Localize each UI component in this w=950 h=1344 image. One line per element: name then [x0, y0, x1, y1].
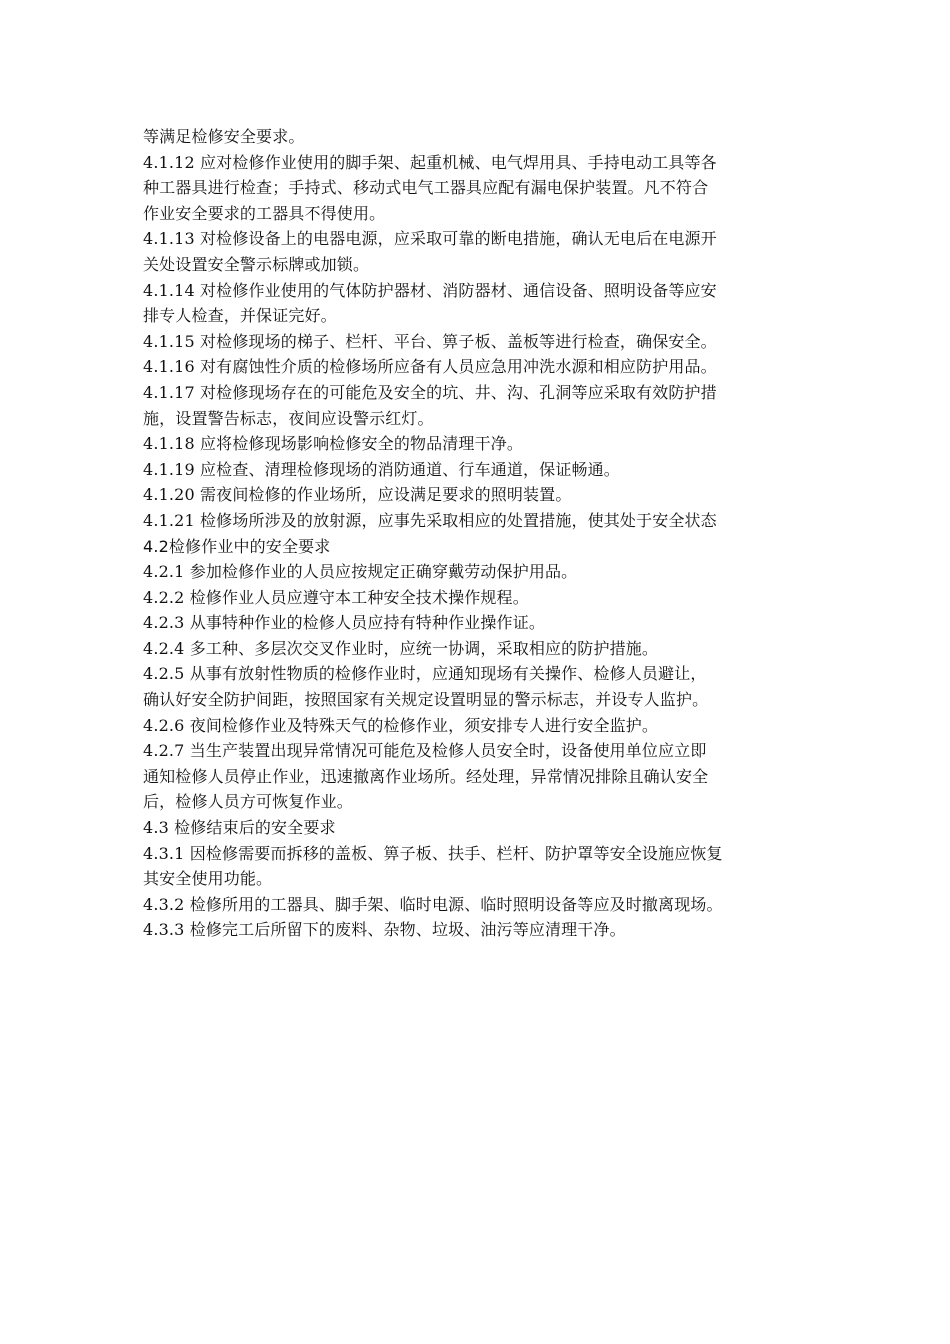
clause-4-2-4: 4.2.4 多工种、多层次交叉作业时，应统一协调，采取相应的防护措施。 — [143, 638, 659, 658]
text-line: 后，检修人员方可恢复作业。 — [143, 792, 353, 812]
clause-4-2-6: 4.2.6 夜间检修作业及特殊天气的检修作业，须安排专人进行安全监护。 — [143, 715, 659, 735]
text-line: 确认好安全防护间距，按照国家有关规定设置明显的警示标志，并设专人监护。 — [143, 690, 709, 710]
section-heading-4-2: 4.2检修作业中的安全要求 — [143, 536, 331, 556]
text-line: 通知检修人员停止作业，迅速撤离作业场所。经处理，异常情况排除且确认安全 — [143, 766, 709, 786]
clause-4-1-14: 4.1.14 对检修作业使用的气体防护器材、消防器材、通信设备、照明设备等应安 — [143, 280, 717, 300]
text-line: 等满足检修安全要求。 — [143, 127, 305, 146]
clause-4-1-17: 4.1.17 对检修现场存在的可能危及安全的坑、井、沟、孔洞等应采取有效防护措 — [143, 382, 717, 402]
document-body — [143, 124, 813, 943]
clause-4-1-13: 4.1.13 对检修设备上的电器电源，应采取可靠的断电措施，确认无电后在电源开 — [143, 229, 717, 249]
text-line: 其安全使用功能。 — [143, 869, 273, 889]
clause-4-2-7: 4.2.7 当生产装置出现异常情况可能危及检修人员安全时，设备使用单位应立即 — [143, 741, 707, 761]
clause-4-3-2: 4.3.2 检修所用的工器具、脚手架、临时电源、临时照明设备等应及时撤离现场。 — [143, 894, 723, 914]
text-line: 关处设置安全警示标牌或加锁。 — [143, 254, 370, 274]
text-line: 排专人检查，并保证完好。 — [143, 306, 337, 326]
clause-4-1-20: 4.1.20 需夜间检修的作业场所，应设满足要求的照明装置。 — [143, 485, 572, 505]
text-line: 施，设置警告标志，夜间应设警示红灯。 — [143, 408, 434, 428]
clause-4-1-18: 4.1.18 应将检修现场影响检修安全的物品清理干净。 — [143, 434, 524, 454]
clause-4-1-15: 4.1.15 对检修现场的梯子、栏杆、平台、箅子板、盖板等进行检查，确保安全。 — [143, 331, 717, 351]
clause-4-3-3: 4.3.3 检修完工后所留下的废料、杂物、垃圾、油污等应清理干净。 — [143, 920, 626, 940]
clause-4-2-3: 4.2.3 从事特种作业的检修人员应持有特种作业操作证。 — [143, 613, 545, 633]
text-line: 作业安全要求的工器具不得使用。 — [143, 203, 386, 223]
clause-4-1-12: 4.1.12 应对检修作业使用的脚手架、起重机械、电气焊用具、手持电动工具等各 — [143, 152, 717, 172]
text-line: 种工器具进行检查；手持式、移动式电气工器具应配有漏电保护装置。凡不符合 — [143, 178, 709, 198]
clause-4-1-21: 4.1.21 检修场所涉及的放射源，应事先采取相应的处置措施，使其处于安全状态 — [143, 510, 717, 530]
clause-4-2-2: 4.2.2 检修作业人员应遵守本工种安全技术操作规程。 — [143, 587, 529, 607]
clause-4-1-16: 4.1.16 对有腐蚀性介质的检修场所应备有人员应急用冲洗水源和相应防护用品。 — [143, 357, 717, 377]
clause-4-2-5: 4.2.5 从事有放射性物质的检修作业时，应通知现场有关操作、检修人员避让， — [143, 664, 707, 684]
clause-4-3-1: 4.3.1 因检修需要而拆移的盖板、箅子板、扶手、栏杆、防护罩等安全设施应恢复 — [143, 843, 723, 863]
section-heading-4-3: 4.3 检修结束后的安全要求 — [143, 818, 336, 838]
clause-4-2-1: 4.2.1 参加检修作业的人员应按规定正确穿戴劳动保护用品。 — [143, 562, 578, 582]
clause-4-1-19: 4.1.19 应检查、清理检修现场的消防通道、行车通道，保证畅通。 — [143, 459, 620, 479]
